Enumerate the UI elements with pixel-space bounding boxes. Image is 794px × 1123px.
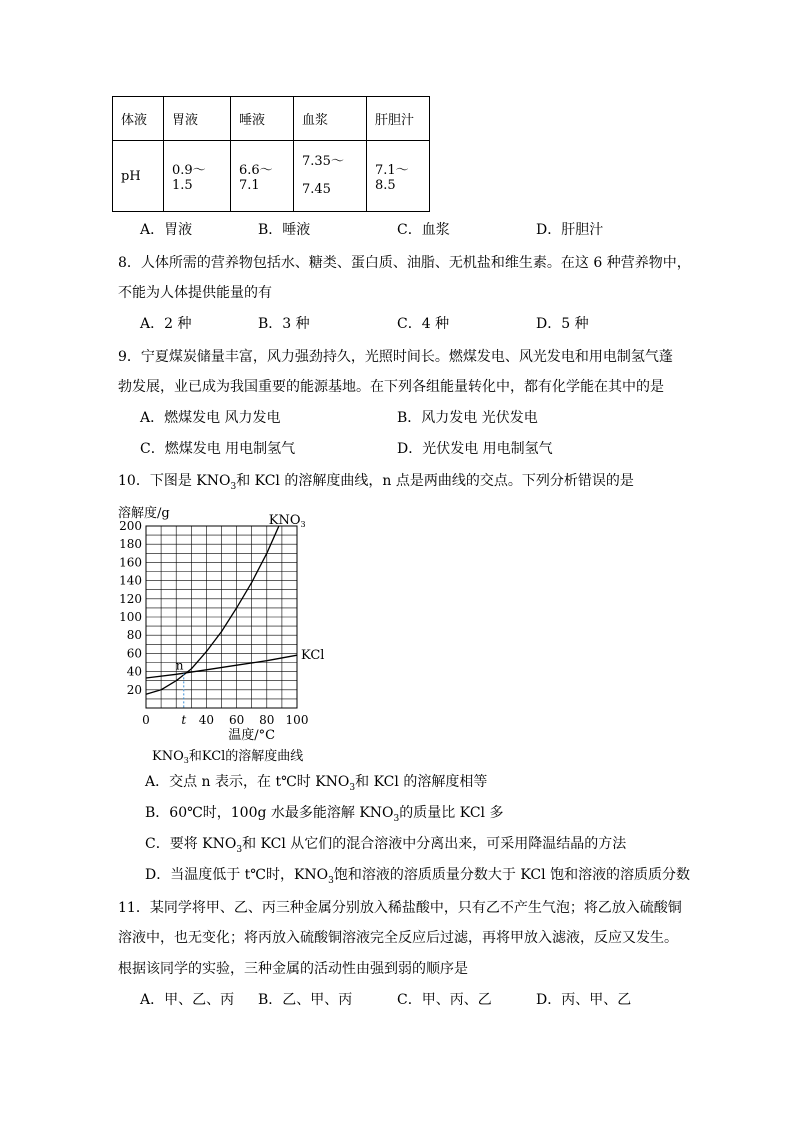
- x-tick-label: t: [181, 713, 187, 727]
- q11-option-b[interactable]: B．乙、甲、丙: [258, 992, 353, 1008]
- q11-stem-line2: 溶液中，也无变化；将丙放入硫酸铜溶液完全反应后过滤，再将甲放入滤液，反应又发生。: [118, 930, 678, 946]
- y-tick-label: 100: [119, 610, 142, 624]
- table-cell: 6.6～7.1: [231, 141, 294, 212]
- table-cell-line: 7.45: [302, 182, 331, 197]
- y-tick-label: 180: [119, 537, 142, 552]
- table-row-label: pH: [113, 141, 164, 212]
- q10-option-a[interactable]: A．交点 n 表示，在 t℃时 $KNO_3$和 KCl 的溶解度相等: [145, 774, 488, 793]
- table-cell-line: 7.35～: [302, 154, 344, 169]
- x-tick-label: 100: [285, 713, 309, 727]
- q8-option-a[interactable]: A．2 种: [140, 316, 192, 332]
- y-tick-label: 80: [126, 628, 142, 643]
- table-cell: 7.1～8.5: [367, 141, 430, 212]
- x-tick-label: 80: [259, 713, 275, 727]
- q7-option-d[interactable]: D．肝胆汁: [536, 222, 604, 238]
- q11-stem-line1: 11．某同学将甲、乙、丙三种金属分别放入稀盐酸中，只有乙不产生气泡；将乙放入硫酸铜: [118, 900, 682, 916]
- q8-option-c[interactable]: C．4 种: [397, 316, 450, 332]
- intersection-label: n: [175, 658, 184, 673]
- x-axis-label: 温度/°C: [228, 728, 276, 743]
- q10-option-b[interactable]: B．60℃时，100g 水最多能溶解 $KNO_3$的质量比 KCl 多: [145, 805, 504, 824]
- q9-option-b[interactable]: B．风力发电 光伏发电: [397, 410, 538, 426]
- q11-option-a[interactable]: A．甲、乙、丙: [140, 992, 235, 1008]
- x-tick-label: 0: [142, 713, 150, 727]
- q9-option-d[interactable]: D．光伏发电 用电制氢气: [397, 441, 553, 457]
- q8-stem-line1: 8．人体所需的营养物包括水、糖类、蛋白质、油脂、无机盐和维生素。在这 6 种营养物中，: [118, 255, 691, 271]
- q9-option-c[interactable]: C．燃煤发电 用电制氢气: [140, 441, 296, 457]
- series-label-kcl: KCl: [301, 648, 325, 664]
- y-tick-label: 160: [119, 555, 142, 570]
- table-cell: 0.9～1.5: [164, 141, 231, 212]
- x-tick-label: 60: [228, 713, 245, 727]
- q8-stem-line2: 不能为人体提供能量的有: [118, 285, 272, 301]
- q11-option-d[interactable]: D．丙、甲、乙: [536, 992, 632, 1008]
- q9-option-a[interactable]: A．燃煤发电 风力发电: [140, 410, 281, 426]
- q10-stem: 10．下图是 $KNO_3$和 KCl 的溶解度曲线，n 点是两曲线的交点。下列分析错误的是: [118, 473, 634, 492]
- q7-option-c[interactable]: C．血浆: [397, 222, 450, 238]
- solubility-chart: [110, 500, 340, 765]
- series-label-kno3: $KNO_3$: [268, 513, 306, 529]
- table-header-cell: 体液: [113, 97, 164, 141]
- y-tick-label: 40: [126, 664, 142, 679]
- table-header-cell: 唾液: [231, 97, 294, 141]
- q11-option-c[interactable]: C．甲、丙、乙: [397, 992, 492, 1008]
- q9-stem-line2: 勃发展，业已成为我国重要的能源基地。在下列各组能量转化中，都有化学能在其中的是: [118, 379, 664, 395]
- x-tick-label: 40: [198, 713, 215, 727]
- ph-table: [112, 96, 430, 212]
- q9-stem-line1: 9．宁夏煤炭储量丰富，风力强劲持久，光照时间长。燃煤发电、风光发电和用电制氢气蓬: [118, 349, 673, 365]
- q7-option-a[interactable]: A．胃液: [140, 222, 193, 238]
- y-tick-label: 120: [119, 591, 142, 606]
- y-axis-label: 溶解度/g: [118, 506, 170, 521]
- q8-option-b[interactable]: B．3 种: [258, 316, 310, 332]
- chart-caption: $KNO_3$和KCl的溶解度曲线: [152, 749, 304, 765]
- table-cell: [294, 141, 367, 212]
- chart-grid: [146, 526, 297, 708]
- q10-option-d[interactable]: D．当温度低于 t℃时，$KNO_3$饱和溶液的溶质质量分数大于 KCl 饱和溶液的溶质质分数: [145, 867, 691, 886]
- y-tick-label: 140: [119, 573, 142, 588]
- y-tick-label: 200: [119, 519, 142, 533]
- q8-option-d[interactable]: D．5 种: [536, 316, 589, 332]
- y-tick-label: 20: [126, 682, 142, 697]
- y-tick-label: 60: [126, 646, 142, 661]
- table-header-cell: 胃液: [164, 97, 231, 141]
- q7-option-b[interactable]: B．唾液: [258, 222, 311, 238]
- table-header-cell: 肝胆汁: [367, 97, 430, 141]
- q10-option-c[interactable]: C．要将 $KNO_3$和 KCl 从它们的混合溶液中分离出来，可采用降温结晶的方法: [145, 836, 627, 855]
- table-header-cell: 血浆: [294, 97, 367, 141]
- q11-stem-line3: 根据该同学的实验，三种金属的活动性由强到弱的顺序是: [118, 961, 468, 977]
